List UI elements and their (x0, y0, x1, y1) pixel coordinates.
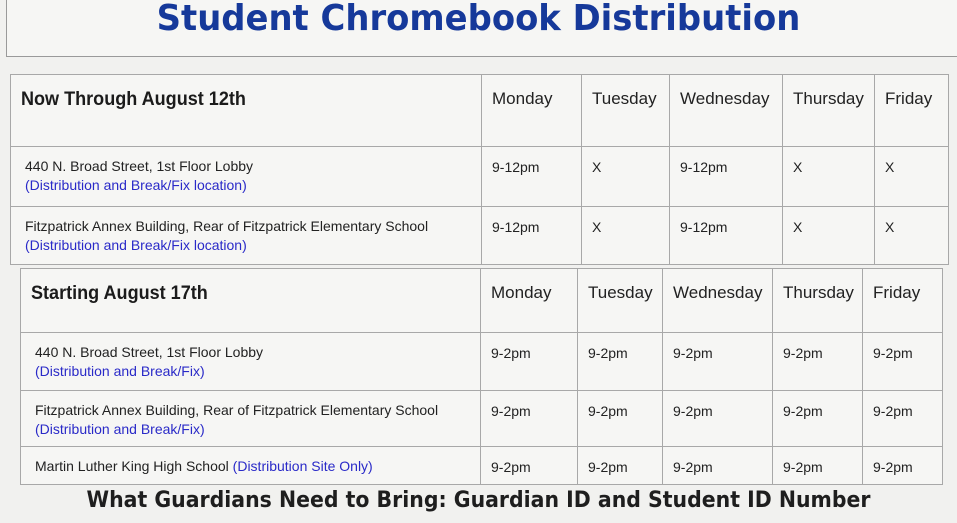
day-header-thursday: Thursday (773, 269, 863, 333)
hours-cell: 9-2pm (578, 447, 663, 485)
hours-cell: 9-2pm (863, 447, 943, 485)
location-name: Fitzpatrick Annex Building, Rear of Fitzpatrick Elementary School (35, 402, 439, 418)
hours-cell: X (875, 147, 949, 207)
table-row (21, 391, 943, 447)
location-note: (Distribution and Break/Fix location) (25, 237, 247, 253)
hours-cell: 9-2pm (663, 391, 773, 447)
hours-cell: 9-2pm (578, 333, 663, 391)
location-cell (11, 207, 482, 265)
hours-cell: 9-2pm (481, 391, 578, 447)
location-cell (21, 333, 481, 391)
section-heading: Starting August 17th (21, 269, 458, 333)
page-title: Student Chromebook Distribution (156, 0, 801, 39)
day-header-tuesday: Tuesday (578, 269, 663, 333)
day-header-wednesday: Wednesday (670, 75, 783, 147)
table-row (11, 147, 949, 207)
location-cell (11, 147, 482, 207)
table-row (21, 447, 943, 485)
hours-cell: 9-2pm (663, 333, 773, 391)
day-header-monday: Monday (481, 269, 578, 333)
hours-cell: X (582, 207, 670, 265)
hours-cell: X (783, 207, 875, 265)
hours-cell: 9-2pm (481, 447, 578, 485)
schedule-table-starting (20, 268, 943, 485)
section-heading: Now Through August 12th (11, 75, 458, 147)
location-note: (Distribution and Break/Fix) (35, 421, 205, 437)
hours-cell: 9-2pm (663, 447, 773, 485)
hours-cell: 9-12pm (670, 207, 783, 265)
location-note: (Distribution Site Only) (232, 458, 373, 474)
day-header-wednesday: Wednesday (663, 269, 773, 333)
day-header-friday: Friday (875, 75, 949, 147)
location-name: Fitzpatrick Annex Building, Rear of Fitzpatrick Elementary School (25, 218, 429, 234)
day-header-thursday: Thursday (783, 75, 875, 147)
hours-cell: 9-2pm (863, 391, 943, 447)
location-note: (Distribution and Break/Fix location) (25, 177, 247, 193)
hours-cell: 9-2pm (773, 333, 863, 391)
hours-cell: 9-2pm (863, 333, 943, 391)
location-name: 440 N. Broad Street, 1st Floor Lobby (25, 158, 254, 174)
hours-cell: 9-2pm (773, 391, 863, 447)
schedule-table-now (10, 74, 949, 265)
location-cell (21, 447, 481, 485)
location-cell (21, 391, 481, 447)
hours-cell: 9-12pm (482, 147, 582, 207)
location-note: (Distribution and Break/Fix) (35, 363, 205, 379)
table-row (21, 333, 943, 391)
day-header-monday: Monday (482, 75, 582, 147)
day-header-tuesday: Tuesday (582, 75, 670, 147)
table-header-row (11, 75, 949, 147)
hours-cell: X (875, 207, 949, 265)
table-header-row (21, 269, 943, 333)
hours-cell: 9-2pm (481, 333, 578, 391)
table-row (11, 207, 949, 265)
hours-cell: 9-2pm (578, 391, 663, 447)
guardian-requirements-note: What Guardians Need to Bring: Guardian ID and Student ID Number (86, 488, 871, 513)
hours-cell: X (783, 147, 875, 207)
hours-cell: 9-12pm (482, 207, 582, 265)
hours-cell: 9-2pm (773, 447, 863, 485)
hours-cell: X (582, 147, 670, 207)
location-name: 440 N. Broad Street, 1st Floor Lobby (35, 344, 264, 360)
hours-cell: 9-12pm (670, 147, 783, 207)
location-name: Martin Luther King High School (35, 458, 229, 474)
day-header-friday: Friday (863, 269, 943, 333)
